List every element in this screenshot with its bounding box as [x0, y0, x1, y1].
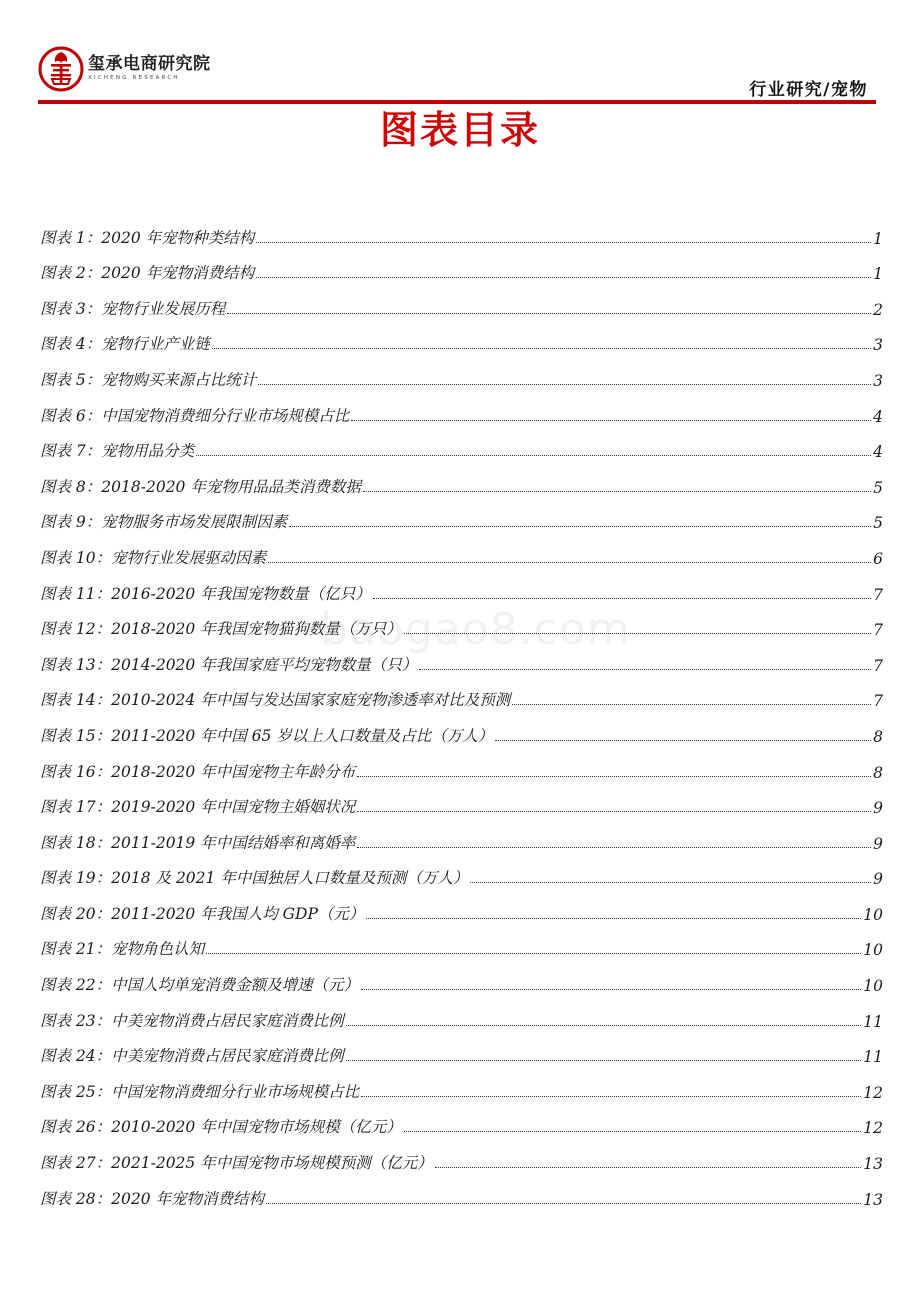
- page-title: 图表目录: [379, 108, 540, 152]
- toc-entry-page-number: 7: [873, 656, 883, 675]
- toc-entry[interactable]: [40, 924, 883, 960]
- toc-entry-label: 图表 27：2021-2025 年中国宠物市场规模预测（亿元）: [40, 1154, 433, 1173]
- toc-entry-label: 图表 8：2018-2020 年宠物用品品类消费数据: [40, 477, 361, 496]
- toc-dot-leader: [351, 420, 871, 421]
- toc-entry-page-number: 7: [873, 692, 883, 711]
- toc-entry-label: 图表 18：2011-2019 年中国结婚率和离婚率: [40, 833, 356, 852]
- toc-dot-leader: [266, 1203, 861, 1204]
- toc-entry-label: 图表 5：宠物购买来源占比统计: [40, 370, 257, 389]
- toc-entry-label: 图表 25：中国宠物消费细分行业市场规模占比: [40, 1082, 360, 1101]
- toc-entry[interactable]: [40, 782, 883, 818]
- toc-dot-leader: [196, 455, 871, 456]
- toc-entry-label: 图表 26：2010-2020 年中国宠物市场规模（亿元）: [40, 1118, 402, 1137]
- toc-entry[interactable]: [40, 461, 883, 497]
- toc-entry-page-number: 10: [863, 977, 883, 996]
- toc-entry[interactable]: [40, 639, 883, 675]
- toc-entry[interactable]: [40, 1031, 883, 1067]
- toc-entry-label: 图表 12：2018-2020 年我国宠物猫狗数量（万只）: [40, 620, 402, 639]
- brand-name: 玺承电商研究院: [88, 54, 211, 74]
- header-divider: [38, 100, 876, 104]
- toc-entry-page-number: 10: [863, 941, 883, 960]
- toc-entry-label: 图表 22：中国人均单宠消费金额及增速（元）: [40, 976, 360, 995]
- toc-entry-page-number: 5: [873, 514, 883, 533]
- toc-dot-leader: [357, 847, 871, 848]
- toc-entry-page-number: 12: [863, 1119, 883, 1138]
- toc-entry-page-number: 13: [863, 1190, 883, 1209]
- toc-entry-label: 图表 10：宠物行业发展驱动因素: [40, 548, 267, 567]
- brand-subtitle: XICHENG RESEARCH: [88, 75, 180, 81]
- toc-dot-leader: [357, 776, 871, 777]
- toc-entry[interactable]: [40, 497, 883, 533]
- toc-entry-page-number: 7: [873, 585, 883, 604]
- toc-entry[interactable]: [40, 248, 883, 284]
- toc-entry-label: 图表 23：中美宠物消费占居民家庭消费比例: [40, 1011, 344, 1030]
- toc-entry-page-number: 8: [873, 763, 883, 782]
- toc-dot-leader: [357, 811, 871, 812]
- toc-entry-label: 图表 3：宠物行业发展历程: [40, 299, 226, 318]
- toc-entry-page-number: 3: [873, 371, 883, 390]
- toc-dot-leader: [346, 1025, 862, 1026]
- toc-dot-leader: [470, 882, 871, 883]
- toc-dot-leader: [256, 277, 871, 278]
- toc-entry-label: 图表 24：中美宠物消费占居民家庭消费比例: [40, 1047, 344, 1066]
- toc-entry-page-number: 9: [873, 834, 883, 853]
- toc-entry[interactable]: [40, 568, 883, 604]
- toc-entry[interactable]: [40, 710, 883, 746]
- table-of-figures: [40, 212, 883, 1209]
- toc-dot-leader: [435, 1167, 862, 1168]
- toc-dot-leader: [289, 526, 871, 527]
- toc-entry-page-number: 7: [873, 621, 883, 640]
- toc-entry[interactable]: [40, 1173, 883, 1209]
- toc-dot-leader: [404, 1131, 862, 1132]
- toc-entry-page-number: 9: [873, 870, 883, 889]
- toc-dot-leader: [366, 918, 861, 919]
- toc-entry-page-number: 12: [863, 1083, 883, 1102]
- toc-entry[interactable]: [40, 817, 883, 853]
- toc-entry-page-number: 4: [873, 443, 883, 462]
- page-header: [0, 0, 920, 110]
- toc-dot-leader: [361, 989, 861, 990]
- brand-block: [88, 54, 211, 82]
- toc-entry[interactable]: [40, 319, 883, 355]
- toc-entry[interactable]: [40, 426, 883, 462]
- toc-dot-leader: [512, 704, 871, 705]
- toc-dot-leader: [256, 242, 871, 243]
- toc-entry-page-number: 8: [873, 727, 883, 746]
- toc-entry[interactable]: [40, 390, 883, 426]
- toc-entry-label: 图表 7：宠物用品分类: [40, 442, 195, 461]
- toc-dot-leader: [361, 1096, 861, 1097]
- toc-entry[interactable]: [40, 746, 883, 782]
- section-label: 行业研究/宠物: [749, 80, 868, 100]
- toc-entry-label: 图表 21：宠物角色认知: [40, 940, 205, 959]
- toc-entry[interactable]: [40, 675, 883, 711]
- toc-entry[interactable]: [40, 1102, 883, 1138]
- toc-entry[interactable]: [40, 212, 883, 248]
- toc-entry-label: 图表 17：2019-2020 年中国宠物主婚姻状况: [40, 798, 356, 817]
- toc-entry[interactable]: [40, 1066, 883, 1102]
- toc-dot-leader: [268, 562, 871, 563]
- toc-dot-leader: [419, 669, 871, 670]
- toc-dot-leader: [258, 384, 871, 385]
- toc-dot-leader: [212, 348, 871, 349]
- toc-entry[interactable]: [40, 532, 883, 568]
- toc-entry-label: 图表 13：2014-2020 年我国家庭平均宠物数量（只）: [40, 655, 418, 674]
- toc-entry-page-number: 13: [863, 1155, 883, 1174]
- toc-entry-page-number: 9: [873, 799, 883, 818]
- toc-entry-page-number: 3: [873, 336, 883, 355]
- toc-entry-label: 图表 9：宠物服务市场发展限制因素: [40, 513, 288, 532]
- toc-entry-page-number: 4: [873, 407, 883, 426]
- toc-entry-label: 图表 4：宠物行业产业链: [40, 335, 210, 354]
- toc-entry-page-number: 11: [863, 1012, 883, 1031]
- toc-dot-leader: [373, 598, 871, 599]
- toc-dot-leader: [227, 313, 871, 314]
- toc-entry[interactable]: [40, 995, 883, 1031]
- toc-dot-leader: [495, 740, 871, 741]
- toc-entry-page-number: 6: [873, 549, 883, 568]
- toc-dot-leader: [346, 1060, 862, 1061]
- toc-dot-leader: [363, 491, 871, 492]
- toc-entry-page-number: 1: [873, 265, 883, 284]
- toc-entry[interactable]: [40, 604, 883, 640]
- toc-entry-label: 图表 6：中国宠物消费细分行业市场规模占比: [40, 406, 350, 425]
- toc-entry-label: 图表 28：2020 年宠物消费结构: [40, 1189, 265, 1208]
- toc-entry[interactable]: [40, 354, 883, 390]
- toc-entry-label: 图表 11：2016-2020 年我国宠物数量（亿只）: [40, 584, 371, 603]
- toc-entry-label: 图表 16：2018-2020 年中国宠物主年龄分布: [40, 762, 356, 781]
- toc-entry-label: 图表 19：2018 及 2021 年中国独居人口数量及预测（万人）: [40, 869, 469, 888]
- toc-entry-label: 图表 15：2011-2020 年中国 65 岁以上人口数量及占比（万人）: [40, 726, 494, 745]
- toc-entry[interactable]: [40, 1137, 883, 1173]
- watermark: baogao8.com: [320, 604, 631, 655]
- toc-entry-page-number: 5: [873, 478, 883, 497]
- toc-entry-page-number: 1: [873, 229, 883, 248]
- toc-entry-page-number: 2: [873, 300, 883, 319]
- toc-entry[interactable]: [40, 283, 883, 319]
- toc-entry-page-number: 11: [863, 1048, 883, 1067]
- toc-dot-leader: [404, 633, 871, 634]
- toc-entry-page-number: 10: [863, 905, 883, 924]
- toc-entry[interactable]: [40, 959, 883, 995]
- toc-entry-label: 图表 2：2020 年宠物消费结构: [40, 264, 255, 283]
- toc-entry-label: 图表 14：2010-2024 年中国与发达国家家庭宠物渗透率对比及预测: [40, 691, 511, 710]
- toc-dot-leader: [206, 953, 861, 954]
- toc-entry[interactable]: [40, 853, 883, 889]
- toc-entry-label: 图表 1：2020 年宠物种类结构: [40, 228, 255, 247]
- toc-entry-label: 图表 20：2011-2020 年我国人均 GDP（元）: [40, 904, 365, 923]
- toc-entry[interactable]: [40, 888, 883, 924]
- seal-logo-icon: [38, 46, 84, 92]
